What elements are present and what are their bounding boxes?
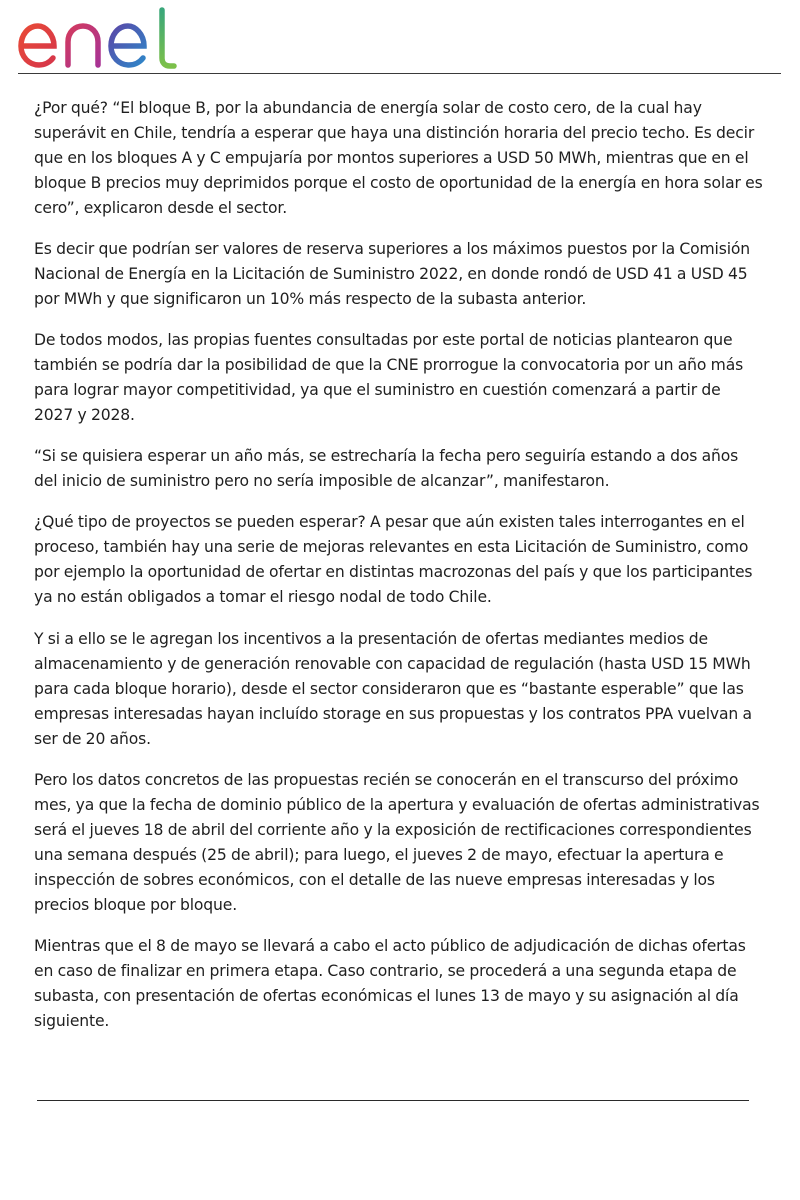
page-header (0, 0, 800, 76)
paragraph-1: ¿Por qué? “El bloque B, por la abundancia de energía solar de costo cero, de la cual hay superávit en Chile, tendría a esperar que haya una distinción horaria del precio techo. Es decir que en los bloques A y C empujaría por montos superiores a USD 50 MWh, mientras que en el bloque B precios muy deprimidos porque el costo de oportunidad de la energía en hora solar es cero”, explicaron desde el sector. (34, 99, 763, 217)
footer-divider (37, 1100, 749, 1101)
paragraph-4: “Si se quisiera esperar un año más, se estrecharía la fecha pero seguiría estando a dos años del inicio de suministro pero no sería imposible de alcanzar”, manifestaron. (34, 447, 739, 490)
paragraph-8: Mientras que el 8 de mayo se llevará a cabo el acto público de adjudicación de dichas ofertas en caso de finalizar en primera etapa. Caso contrario, se procederá a una segunda etapa de subasta, con presentación de ofertas económicas el lunes 13 de mayo y su asignación al día siguiente. (34, 937, 746, 1030)
paragraph-3: De todos modos, las propias fuentes consultadas por este portal de noticias plantearon que también se podría dar la posibilidad de que la CNE prorrogue la convocatoria por un año más para lograr mayor competitividad, ya que el suministro en cuestión comenzará a partir de 2027 y 2028. (34, 331, 744, 424)
paragraph-5: ¿Qué tipo de proyectos se pueden esperar? A pesar que aún existen tales interrogantes en el proceso, también hay una serie de mejoras relevantes en esta Licitación de Suministro, como por ejemplo la oportunidad de ofertar en distintas macrozonas del país y que los participantes ya no están obligados a tomar el riesgo nodal de todo Chile. (34, 513, 753, 606)
article-body (34, 96, 764, 1050)
header-divider (18, 73, 781, 74)
paragraph-7: Pero los datos concretos de las propuestas recién se conocerán en el transcurso del próximo mes, ya que la fecha de dominio público de la apertura y evaluación de ofertas administrativas será el jueves 18 de abril del corriente año y la exposición de rectificaciones correspondientes una semana después (25 de abril); para luego, el jueves 2 de mayo, efectuar la apertura e inspección de sobres económicos, con el detalle de las nueve empresas interesadas y los precios bloque por bloque. (34, 771, 760, 914)
paragraph-2: Es decir que podrían ser valores de reserva superiores a los máximos puestos por la Comisión Nacional de Energía en la Licitación de Suministro 2022, en donde rondó de USD 41 a USD 45 por MWh y que significaron un 10% más respecto de la subasta anterior. (34, 240, 751, 308)
enel-logo (14, 6, 184, 72)
paragraph-6: Y si a ello se le agregan los incentivos a la presentación de ofertas mediantes medios de almacenamiento y de generación renovable con capacidad de regulación (hasta USD 15 MWh para cada bloque horario), desde el sector consideraron que es “bastante esperable” que las empresas interesadas hayan incluído storage en sus propuestas y los contratos PPA vuelvan a ser de 20 años. (34, 630, 752, 748)
